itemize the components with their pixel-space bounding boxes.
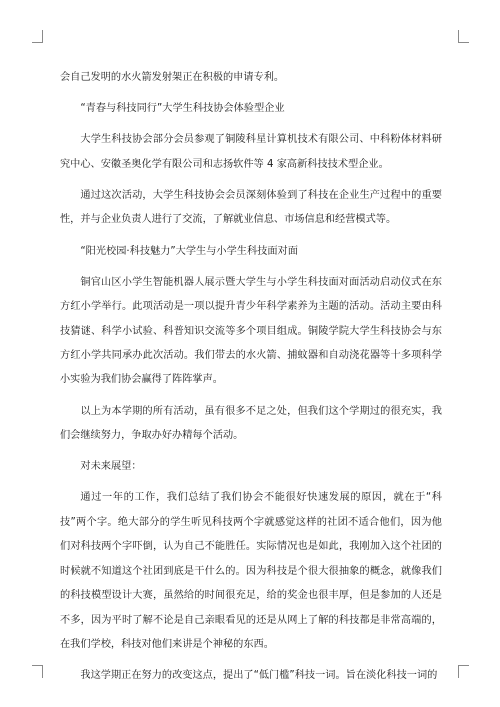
document-body	[60, 66, 442, 695]
crop-mark-bottom-right	[458, 665, 469, 678]
crop-mark-top-right	[458, 30, 469, 43]
paragraph-campus-science: 铜官山区小学生智能机器人展示暨大学生与小学生科技面对面活动启动仪式在东方红小学举行。此项活动是一项以提升青少年科学素养为主题的活动。活动主要由科技猜谜、科学小试验、科普知识交流等多个项目组成。铜陵学院大学生科技协会与东方红小学共同承办此次活动。我们带去的水火箭、捕蚊器和自动浇花器等十多项科学小实验为我们协会赢得了阵阵掌声。	[60, 276, 442, 386]
paragraph-activity-result: 通过这次活动，大学生科技协会会员深刻体验到了科技在企业生产过程中的重要性，并与企业负责人进行了交流，了解就业信息、市场信息和经营模式等。	[60, 190, 442, 226]
paragraph-continuation: 会自己发明的水火箭发射架正在积极的申请专利。	[60, 72, 285, 83]
paragraph-semester-summary: 以上为本学期的所有活动，虽有很多不足之处，但我们这个学期过的很充实，我们会继续努力，争取办好办精每个活动。	[60, 405, 442, 442]
section-heading-campus-science: “阳光校园·科技魅力”大学生与小学生科技面对面	[80, 245, 298, 257]
paragraph-enterprise-visit: 大学生科技协会部分会员参观了铜陵科星计算机技术有限公司、中科粉体材料研究中心、安徽圣奥化学有限公司和志扬软件等 4 家高新科技技术型企业。	[60, 134, 442, 170]
crop-mark-top-left	[32, 30, 43, 43]
crop-mark-bottom-left	[32, 665, 43, 678]
section-heading-enterprise-visit: “青春与科技同行”大学生科技协会体验型企业	[80, 103, 285, 115]
section-heading-outlook: 对未来展望：	[80, 461, 142, 473]
paragraph-outlook: 通过一年的工作，我们总结了我们协会不能很好快速发展的原因，就在于“科技”两个字。绝大部分的学生听见科技两个字就感觉这样的社团不适合他们，因为他们对科技两个字吓倒，认为自己不能胜任。实际情况也是如此，我刚加入这个社团的时候就不知道这个社团到底是干什么的。因为科技是个很大很抽象的概念，就像我们的科技模型设计大赛，虽然给的时间很充足，给的奖金也很丰厚，但是参加的人还是不多，因为平时了解不论是自己亲眼看见的还是从网上了解的科技都是非常高端的，在我们学校，科技对他们来讲是个神秘的东西。	[60, 492, 442, 650]
paragraph-low-threshold: 我这学期正在努力的改变这点，提出了“低门槛”科技一词。旨在淡化科技一词的	[80, 670, 438, 682]
